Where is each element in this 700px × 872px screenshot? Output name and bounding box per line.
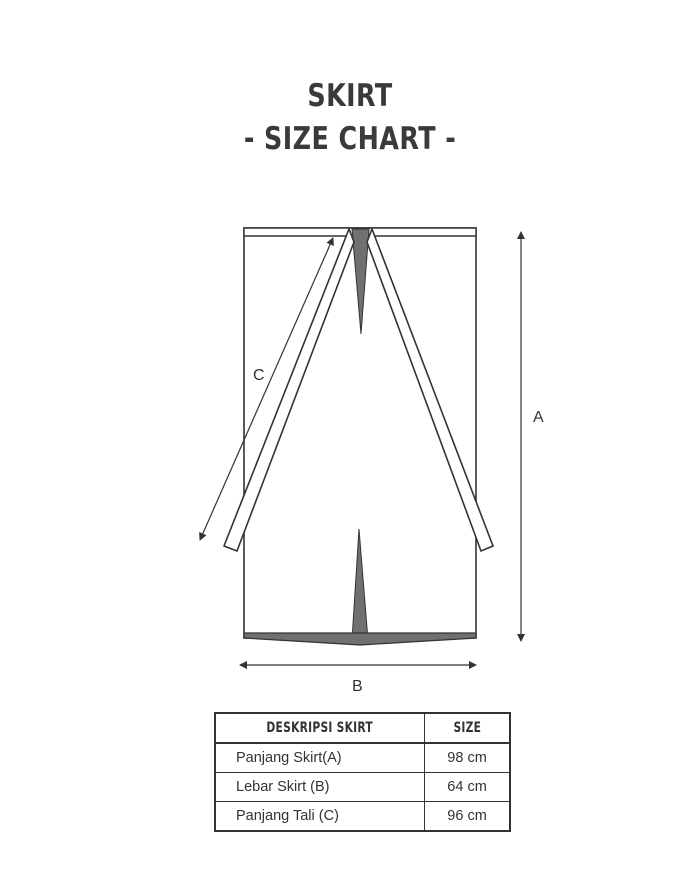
- table-row: [215, 802, 510, 832]
- row-description: Panjang Skirt(A): [215, 743, 425, 773]
- chart-title: SKIRT: [307, 78, 393, 114]
- label-b: B: [352, 678, 363, 695]
- row-description: Lebar Skirt (B): [215, 773, 425, 802]
- table-row: [215, 773, 510, 802]
- header-description: DESKRIPSI SKIRT: [215, 713, 425, 743]
- table-row: [215, 743, 510, 773]
- hem-band: [244, 633, 476, 645]
- row-size: 98 cm: [425, 743, 510, 773]
- table-header-row: [215, 713, 510, 743]
- size-table: [214, 712, 511, 832]
- header-size: SIZE: [425, 713, 510, 743]
- label-a: A: [533, 409, 544, 426]
- row-size: 96 cm: [425, 802, 510, 832]
- row-size: 64 cm: [425, 773, 510, 802]
- label-c: C: [253, 367, 265, 384]
- chart-subtitle: - SIZE CHART -: [243, 121, 457, 157]
- row-description: Panjang Tali (C): [215, 802, 425, 832]
